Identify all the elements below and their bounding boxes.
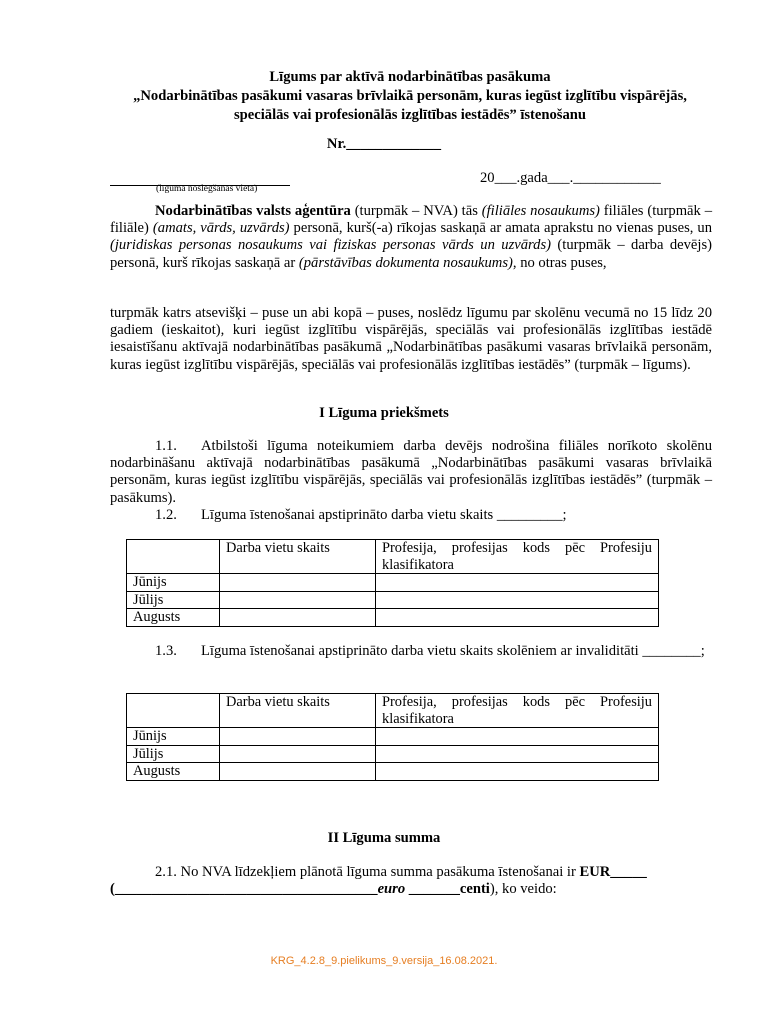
section-1-heading: I Līguma priekšmets [319, 405, 449, 421]
table-row [127, 609, 659, 627]
table-header-cell: Darba vietu skaits [220, 540, 376, 574]
parties-text-e: , no otras puses, [512, 254, 607, 271]
table-cell[interactable] [376, 745, 659, 763]
table-cell[interactable] [376, 728, 659, 746]
cents-field: _______centi [405, 881, 490, 898]
entity-placeholder: (juridiskas personas nosaukums vai fiziskas personas vārds un uzvārds) [110, 237, 551, 254]
table-cell[interactable] [220, 728, 376, 746]
table-row [127, 574, 659, 592]
table-header-cell: Darba vietu skaits [220, 694, 376, 728]
document-placeholder: (pārstāvības dokumenta nosaukums) [298, 254, 513, 271]
table-header-cell: Profesija, profesijas kods pēc Profesiju klasifikatora [376, 540, 659, 574]
clause-2-1-text: 2.1. No NVA līdzekļiem plānotā līguma summa pasākuma īstenošanai ir [155, 864, 580, 880]
eur-field: EUR_____ [579, 864, 647, 880]
table-header-cell: Profesija, profesijas kods pēc Profesiju klasifikatora [376, 694, 659, 728]
sum-words-field: (____________________________________ [110, 881, 378, 898]
parties-paragraph [110, 203, 712, 272]
table-cell[interactable] [220, 609, 376, 627]
month-cell: Jūlijs [127, 591, 220, 609]
month-cell: Augusts [127, 609, 220, 627]
table-header-cell [127, 540, 220, 574]
document-title [60, 68, 760, 125]
euro-label: euro [377, 881, 406, 898]
table-row [127, 728, 659, 746]
table-cell[interactable] [376, 591, 659, 609]
table-header-cell [127, 694, 220, 728]
table-cell[interactable] [220, 574, 376, 592]
table-cell[interactable] [376, 763, 659, 781]
clause-1-2-number: 1.2. [155, 507, 177, 523]
clause-1-1-text: Atbilstoši līguma noteikumiem darba devējs nodrošina filiāles norīkoto skolēnu nodarbināšanu aktīvajā nodarbinātības pasākumā „Nodarbinātības pasākumi vasaras brīvlaikā personām, kuras iegūst izglītību vispārējās, speciālās vai profesionālās izglītības iestādēs” (turpmāk – pasākums). [110, 438, 712, 506]
clause-1-2 [110, 507, 712, 524]
contract-number: Nr._____________ [326, 136, 442, 152]
position-placeholder: (amats, vārds, uzvārds) [152, 220, 290, 237]
month-cell: Jūnijs [127, 728, 220, 746]
table-row [127, 745, 659, 763]
table-cell[interactable] [220, 745, 376, 763]
workplaces-table [126, 539, 659, 627]
month-cell: Jūlijs [127, 745, 220, 763]
parties-text-b: filiāles (turpmāk – filiāle) [110, 203, 712, 237]
section-2-heading: II Līguma summa [327, 830, 441, 846]
title-line-3: speciālās vai profesionālās izglītības iestādēs” īstenošanu [233, 107, 587, 123]
clause-2-1-tail: ), ko veido: [489, 881, 557, 898]
clause-1-1 [110, 438, 712, 507]
agency-name: Nodarbinātības valsts aģentūra [155, 203, 351, 219]
table-header-row [127, 540, 659, 574]
parties-text-c: personā, kurš(-a) rīkojas saskaņā ar amata aprakstu no vienas puses, un [289, 220, 713, 237]
parties-text-d: (turpmāk – darba devējs) personā, kurš rīkojas saskaņā ar [110, 237, 712, 271]
table-cell[interactable] [376, 574, 659, 592]
clause-1-3 [110, 643, 712, 660]
document-footer: KRG_4.2.8_9.pielikums_9.versija_16.08.2021. [270, 955, 498, 967]
table-header-row [127, 694, 659, 728]
month-cell: Augusts [127, 763, 220, 781]
clause-1-2-text: Līguma īstenošanai apstiprināto darba vietu skaits _________; [201, 507, 567, 523]
title-line-1: Līgums par aktīvā nodarbinātības pasākuma [269, 69, 551, 85]
table-cell[interactable] [220, 591, 376, 609]
month-cell: Jūnijs [127, 574, 220, 592]
branch-placeholder: (filiāles nosaukums) [481, 203, 600, 219]
title-line-2: „Nodarbinātības pasākumi vasaras brīvlaikā personām, kuras iegūst izglītību vispārējās, [133, 88, 687, 104]
clause-1-3-text: Līguma īstenošanai apstiprināto darba vietu skaits skolēniem ar invaliditāti ________; [201, 643, 705, 659]
disabled-workplaces-table [126, 693, 659, 781]
table-row [127, 763, 659, 781]
clause-1-3-number: 1.3. [155, 643, 177, 659]
table-row [127, 591, 659, 609]
agreement-paragraph: turpmāk katrs atsevišķi – puse un abi kopā – puses, noslēdz līgumu par skolēnu vecumā no 15 līdz 20 gadiem (ieskaitot), kuri iegūst izglītību vispārējās, speciālās vai profesionālās izglītības iestādē iesaistīšanu aktīvajā nodarbinātības pasākumā „Nodarbinātības pasākumi vasaras brīvlaikā personām, kuras iegūst izglītību vispārējās, speciālās vai profesionālās izglītības iestādēs” (turpmāk – līgums). [110, 305, 712, 373]
date-field: 20___.gada___.____________ [480, 170, 661, 186]
table-cell[interactable] [376, 609, 659, 627]
table-cell[interactable] [220, 763, 376, 781]
clause-1-1-number: 1.1. [155, 438, 177, 454]
place-caption: (līguma noslēgšanas vieta) [156, 184, 258, 194]
clause-2-1 [110, 864, 712, 898]
parties-text-a: (turpmāk – NVA) tās [350, 203, 482, 219]
